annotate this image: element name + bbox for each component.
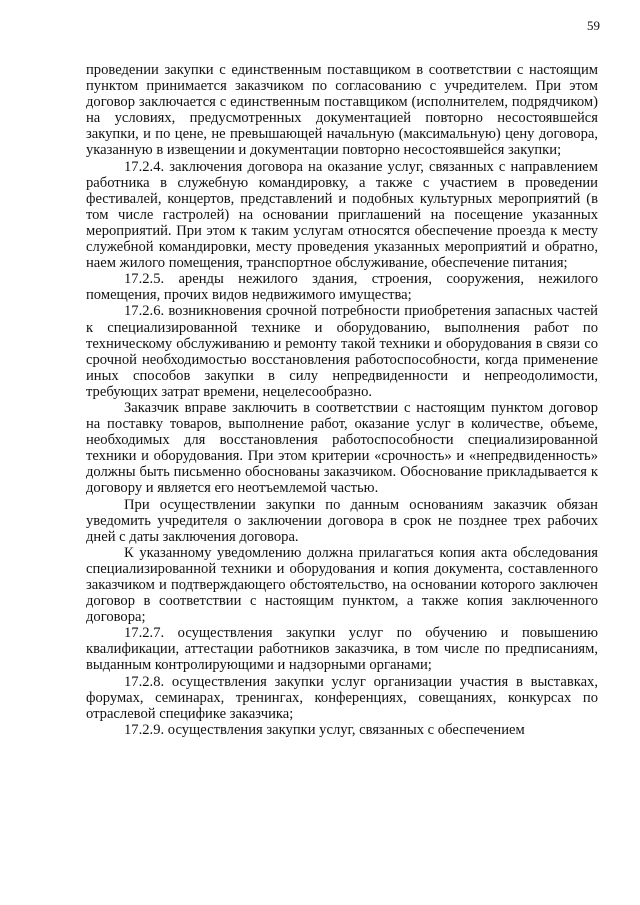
body-text xyxy=(86,62,598,738)
paragraph-notify-founder: При осуществлении закупки по данным основаниям заказчик обязан уведомить учредителя о заключении договора в срок не позднее трех рабочих дней с даты заключения договора. xyxy=(86,496,598,545)
paragraph-17-2-9: 17.2.9. осуществления закупки услуг, связанных с обеспечением xyxy=(124,721,525,738)
paragraph-notification-attachment: К указанному уведомлению должна прилагаться копия акта обследования специализированной техники и оборудования и копия документа, составленного заказчиком и подтверждающего обстоятельство, на основании которого заключен договор в соответствии с настоящим пунктом, а также копия заключенного договора; xyxy=(86,544,598,626)
paragraph-17-2-8: 17.2.8. осуществления закупки услуг организации участия в выставках, форумах, семинарах, тренингах, конференциях, совещаниях, конкурсах по отраслевой специфике заказчика; xyxy=(86,673,598,722)
paragraph-customer-right: Заказчик вправе заключить в соответствии с настоящим пунктом договор на поставку товаров, выполнение работ, оказание услуг в количестве, объеме, необходимых для восстановления работоспособности специализированной техники и оборудования. При этом критерии «срочность» и «непредвиденность» должны быть письменно обоснованы заказчиком. Обоснование прикладывается к договору и является его неотъемлемой частью. xyxy=(86,399,598,497)
paragraph-17-2-5: 17.2.5. аренды нежилого здания, строения, сооружения, нежилого помещения, прочих видов недвижимого имущества; xyxy=(86,271,598,304)
paragraph-17-2-6: 17.2.6. возникновения срочной потребности приобретения запасных частей к специализированной технике и оборудованию, выполнения работ по техническому обслуживанию и ремонту такой техники и оборудования в связи со срочной необходимостью восстановления работоспособности, когда применение иных способов закупки в силу непредвиденности и непреодолимости, требующих затрат времени, нецелесообразно. xyxy=(86,303,598,400)
paragraph-procurement-single-supplier: проведении закупки с единственным поставщиком в соответствии с настоящим пунктом принимается заказчиком по согласованию с учредителем. При этом договор заключается с единственным поставщиком (исполнителем, подрядчиком) на условиях, предусмотренных документацией повторно несостоявшейся закупки, и по цене, не превышающей начальную (максимальную) цену договора, указанную в извещении и документации повторно несостоявшейся закупки; xyxy=(86,62,598,159)
paragraph-17-2-4: 17.2.4. заключения договора на оказание услуг, связанных с направлением работника в служебную командировку, а также с участием в проведении фестивалей, концертов, представлений и подобных культурных мероприятий (в том числе гастролей) на основании приглашений на посещение указанных мероприятий. При этом к таким услугам относятся обеспечение проезда к месту служебной командировки, месту проведения указанных мероприятий и обратно, наем жилого помещения, транспортное обслуживание, обеспечение питания; xyxy=(86,158,598,272)
page-number: 59 xyxy=(587,18,600,33)
paragraph-17-2-7: 17.2.7. осуществления закупки услуг по обучению и повышению квалификации, аттестации работников заказчика, в том числе по предписаниям, выданным контролирующими и надзорными органами; xyxy=(86,625,598,674)
